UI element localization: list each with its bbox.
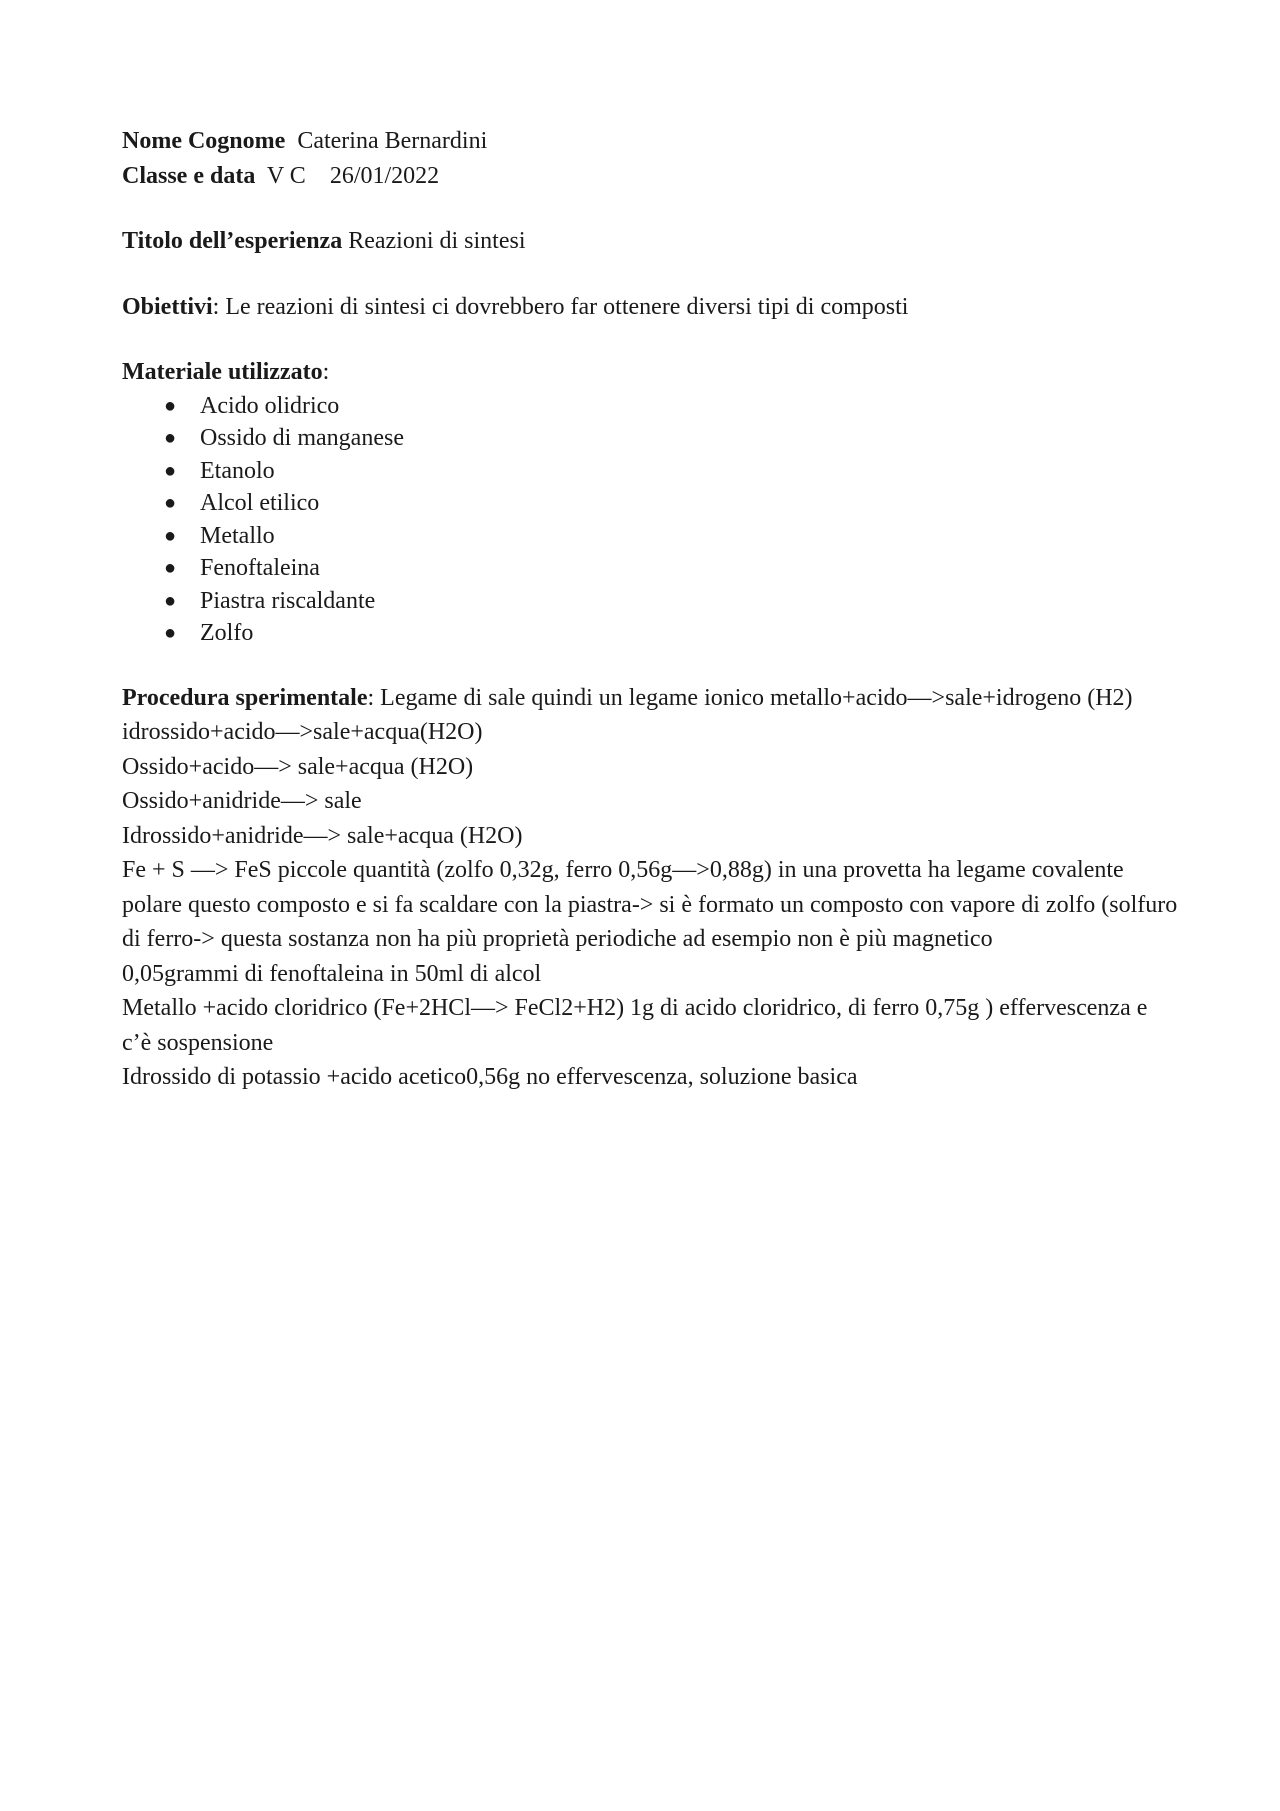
class-value: V C	[266, 162, 306, 189]
materials-heading	[122, 355, 1182, 390]
bullet-icon: ●	[164, 427, 177, 449]
class-date-row	[122, 159, 1182, 194]
bullet-icon: ●	[164, 589, 177, 612]
title-value: Reazioni di sintesi	[348, 228, 526, 254]
title-label: Titolo dell’esperienza	[122, 228, 343, 254]
title-row	[122, 224, 1182, 259]
procedure-section	[122, 681, 1182, 1095]
procedure-line: Idrossido di potassio +acido acetico0,56g no effervescenza, soluzione basica	[122, 1064, 858, 1090]
material-name: Piastra riscaldante	[200, 587, 376, 614]
spacer	[122, 324, 1182, 355]
bullet-icon: ●	[164, 557, 177, 579]
procedure-line: idrossido+acido—>sale+acqua(H2O)	[122, 719, 483, 745]
material-name: Zolfo	[200, 620, 254, 646]
procedure-line: Ossido+anidride—> sale	[122, 788, 362, 814]
procedure-line: 0,05grammi di fenoftaleina in 50ml di alcol	[122, 960, 542, 987]
objectives-row	[122, 290, 1182, 325]
materials-list	[122, 390, 1182, 650]
material-name: Ossido di manganese	[200, 425, 404, 451]
list-item	[122, 585, 1182, 618]
date-value: 26/01/2022	[329, 162, 440, 189]
material-name: Fenoftaleina	[200, 555, 320, 581]
procedure-line: Idrossido+anidride—> sale+acqua (H2O)	[122, 822, 523, 849]
name-row	[122, 124, 1182, 159]
material-name: Alcol etilico	[200, 490, 320, 516]
list-item	[122, 487, 1182, 520]
material-name: Metallo	[200, 522, 275, 549]
list-item	[122, 422, 1182, 455]
list-item	[122, 617, 1182, 650]
objectives-value: : Le reazioni di sintesi ci dovrebbero far ottenere diversi tipi di composti	[212, 293, 909, 320]
material-name: Etanolo	[200, 457, 275, 484]
name-value: Caterina Bernardini	[297, 128, 488, 154]
spacer	[122, 193, 1182, 224]
class-label: Classe e data	[122, 162, 256, 189]
procedure-line: Metallo +acido cloridrico (Fe+2HCl—> FeCl2+H2) 1g di acido cloridrico, di ferro 0,75g ) effervescenza e c’è sospensione	[122, 995, 1148, 1056]
spacer	[122, 650, 1182, 681]
bullet-icon: ●	[164, 524, 177, 547]
procedure-intro	[122, 681, 1182, 716]
procedure-label: Procedura sperimentale	[122, 684, 368, 711]
name-label: Nome Cognome	[122, 128, 286, 154]
bullet-icon: ●	[164, 492, 177, 514]
procedure-line: Ossido+acido—> sale+acqua (H2O)	[122, 753, 474, 780]
bullet-icon: ●	[164, 394, 177, 417]
lab-report	[122, 124, 1182, 1095]
bullet-icon: ●	[164, 622, 177, 644]
list-item	[122, 390, 1182, 423]
list-item	[122, 520, 1182, 553]
material-name: Acido olidrico	[200, 392, 340, 419]
materials-colon: :	[322, 359, 330, 385]
spacer	[122, 259, 1182, 290]
materials-label: Materiale utilizzato	[122, 359, 323, 385]
bullet-icon: ●	[164, 459, 177, 482]
list-item	[122, 552, 1182, 585]
procedure-line: Fe + S —> FeS piccole quantità (zolfo 0,32g, ferro 0,56g—>0,88g) in una provetta ha legame covalente polare questo composto e si fa scaldare con la piastra-> si è formato un composto con vapore di zolfo (solfuro di ferro-> questa sostanza non ha più proprietà periodiche ad esempio non è più magnetico	[122, 857, 1178, 952]
list-item	[122, 455, 1182, 488]
procedure-intro-text: : Legame di sale quindi un legame ionico metallo+acido—>sale+idrogeno (H2)	[367, 684, 1133, 711]
objectives-label: Obiettivi	[122, 293, 213, 320]
